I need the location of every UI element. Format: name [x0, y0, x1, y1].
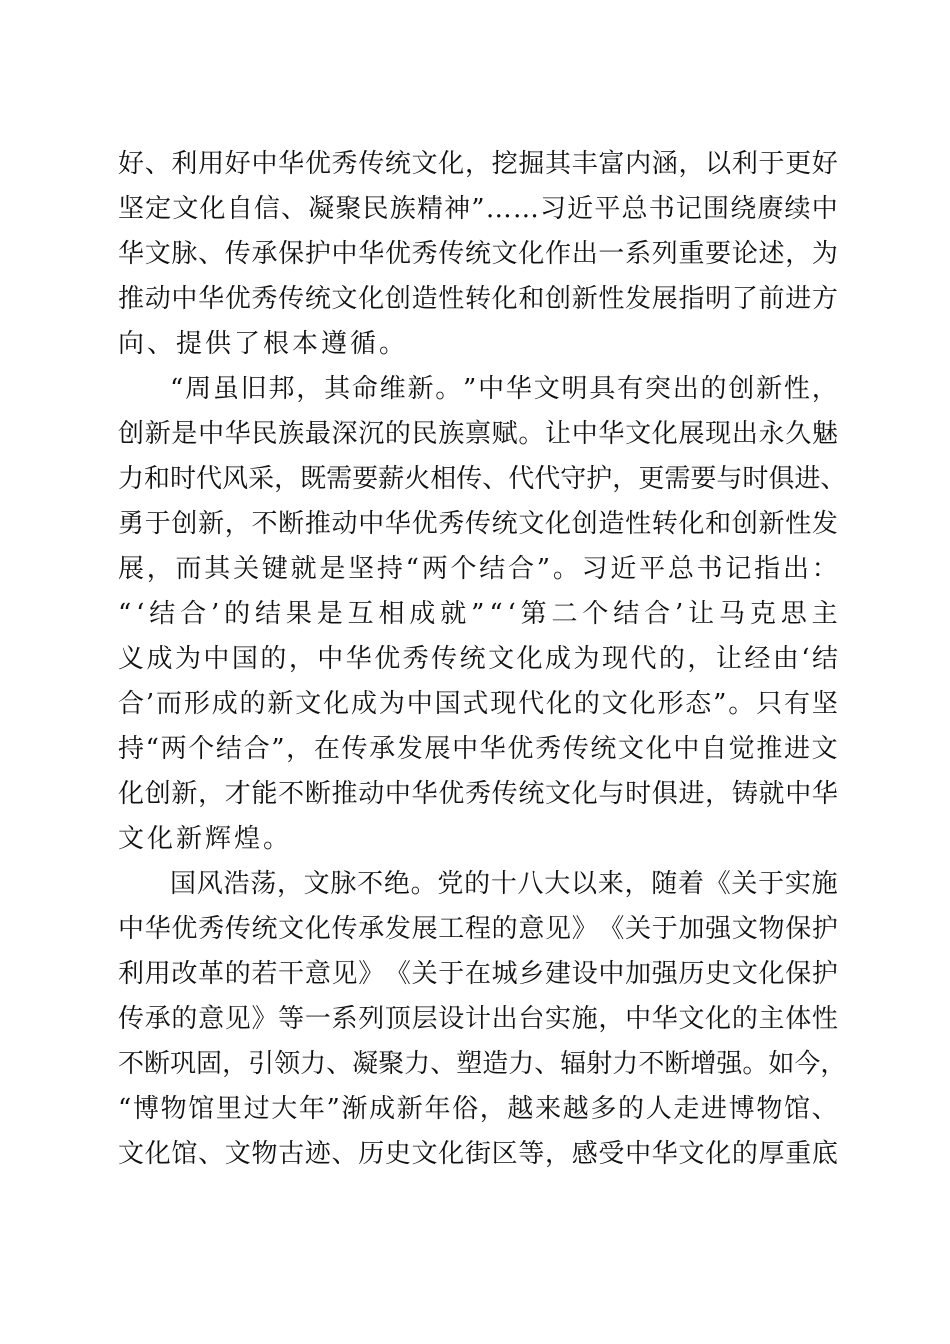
paragraph-2-line-9: 持 “ 两 个 结 合 ” ， 在 传 承 发 展 中 华 优 秀 传 统 文 化 中 自 觉 推 进 文 [118, 734, 838, 764]
paragraph-3-line-6: “ 博 物 馆 里 过 大 年 ” 渐 成 新 年 俗 ， 越 来 越 多 的 人 走 进 博 物 馆 、 [118, 1094, 838, 1124]
paragraph-3-line-1: 国 风 浩 荡 ， 文 脉 不 绝 。 党 的 十 八 大 以 来 ， 随 着 《 关 于 实 施 [170, 869, 838, 899]
paragraph-2-line-4: 勇 于 创 新 ， 不 断 推 动 中 华 优 秀 传 统 文 化 创 造 性 转 化 和 创 新 性 发 [118, 509, 838, 539]
paragraph-3-line-3: 利 用 改 革 的 若 干 意 见 》 《 关 于 在 城 乡 建 设 中 加 强 历 史 文 化 保 护 [118, 959, 838, 989]
paragraph-2-line-2: 创 新 是 中 华 民 族 最 深 沉 的 民 族 禀 赋 。 让 中 华 文 化 展 现 出 永 久 魅 [118, 419, 838, 449]
paragraph-2-line-10: 化 创 新 ， 才 能 不 断 推 动 中 华 优 秀 传 统 文 化 与 时 俱 进 ， 铸 就 中 华 [118, 779, 838, 809]
paragraph-2-line-8: 合 ’ 而 形 成 的 新 文 化 成 为 中 国 式 现 代 化 的 文 化 形 态 ” 。 只 有 坚 [118, 689, 838, 719]
paragraph-3-line-7: 文 化 馆 、 文 物 古 迹 、 历 史 文 化 街 区 等 ， 感 受 中 华 文 化 的 厚 重 底 [118, 1139, 838, 1169]
paragraph-2-line-3: 力 和 时 代 风 采 ， 既 需 要 薪 火 相 传 、 代 代 守 护 ， 更 需 要 与 时 俱 进 、 [118, 464, 847, 494]
body-text [118, 142, 847, 1177]
paragraph-1-line-4: 推 动 中 华 优 秀 传 统 文 化 创 造 性 转 化 和 创 新 性 发 展 指 明 了 前 进 方 [118, 284, 838, 314]
paragraph-1-line-2: 坚 定 文 化 自 信 、 凝 聚 民 族 精 神 ” … … 习 近 平 总 书 记 围 绕 赓 续 中 [118, 194, 838, 224]
paragraph-1-line-1: 好 、 利 用 好 中 华 优 秀 传 统 文 化 ， 挖 掘 其 丰 富 内 涵 ， 以 利 于 更 好 [118, 149, 838, 179]
paragraph-3-line-5: 不 断 巩 固 ， 引 领 力 、 凝 聚 力 、 塑 造 力 、 辐 射 力 不 断 增 强 。 如 今 ， [118, 1049, 847, 1079]
paragraph-2-line-1: “ 周 虽 旧 邦 ， 其 命 维 新 。 ” 中 华 文 明 具 有 突 出 的 创 新 性 ， [170, 374, 838, 404]
paragraph-3-line-4: 传 承 的 意 见 》 等 一 系 列 顶 层 设 计 出 台 实 施 ， 中 华 文 化 的 主 体 性 [118, 1004, 838, 1034]
paragraph-2-line-7: 义 成 为 中 国 的 ， 中 华 优 秀 传 统 文 化 成 为 现 代 的 ， 让 经 由 ‘ 结 [118, 644, 838, 674]
paragraph-1-line-3: 华 文 脉 、 传 承 保 护 中 华 优 秀 传 统 文 化 作 出 一 系 列 重 要 论 述 ， 为 [118, 239, 838, 269]
paragraph-2-line-6: “ ‘ 结 合 ’ 的 结 果 是 互 相 成 就 ” “ ‘ 第 二 个 结 合 ’ 让 马 克 思 主 [118, 599, 838, 629]
paragraph-3-line-2: 中 华 优 秀 传 统 文 化 传 承 发 展 工 程 的 意 见 》 《 关 于 加 强 文 物 保 护 [118, 914, 838, 944]
paragraph-1-line-5: 向、提供了根本遵循。 [118, 329, 409, 359]
paragraph-2-line-5: 展 ， 而 其 关 键 就 是 坚 持 “ 两 个 结 合 ” 。 习 近 平 总 书 记 指 出 ： [118, 554, 838, 584]
paragraph-2-line-11: 文化新辉煌。 [118, 824, 293, 854]
